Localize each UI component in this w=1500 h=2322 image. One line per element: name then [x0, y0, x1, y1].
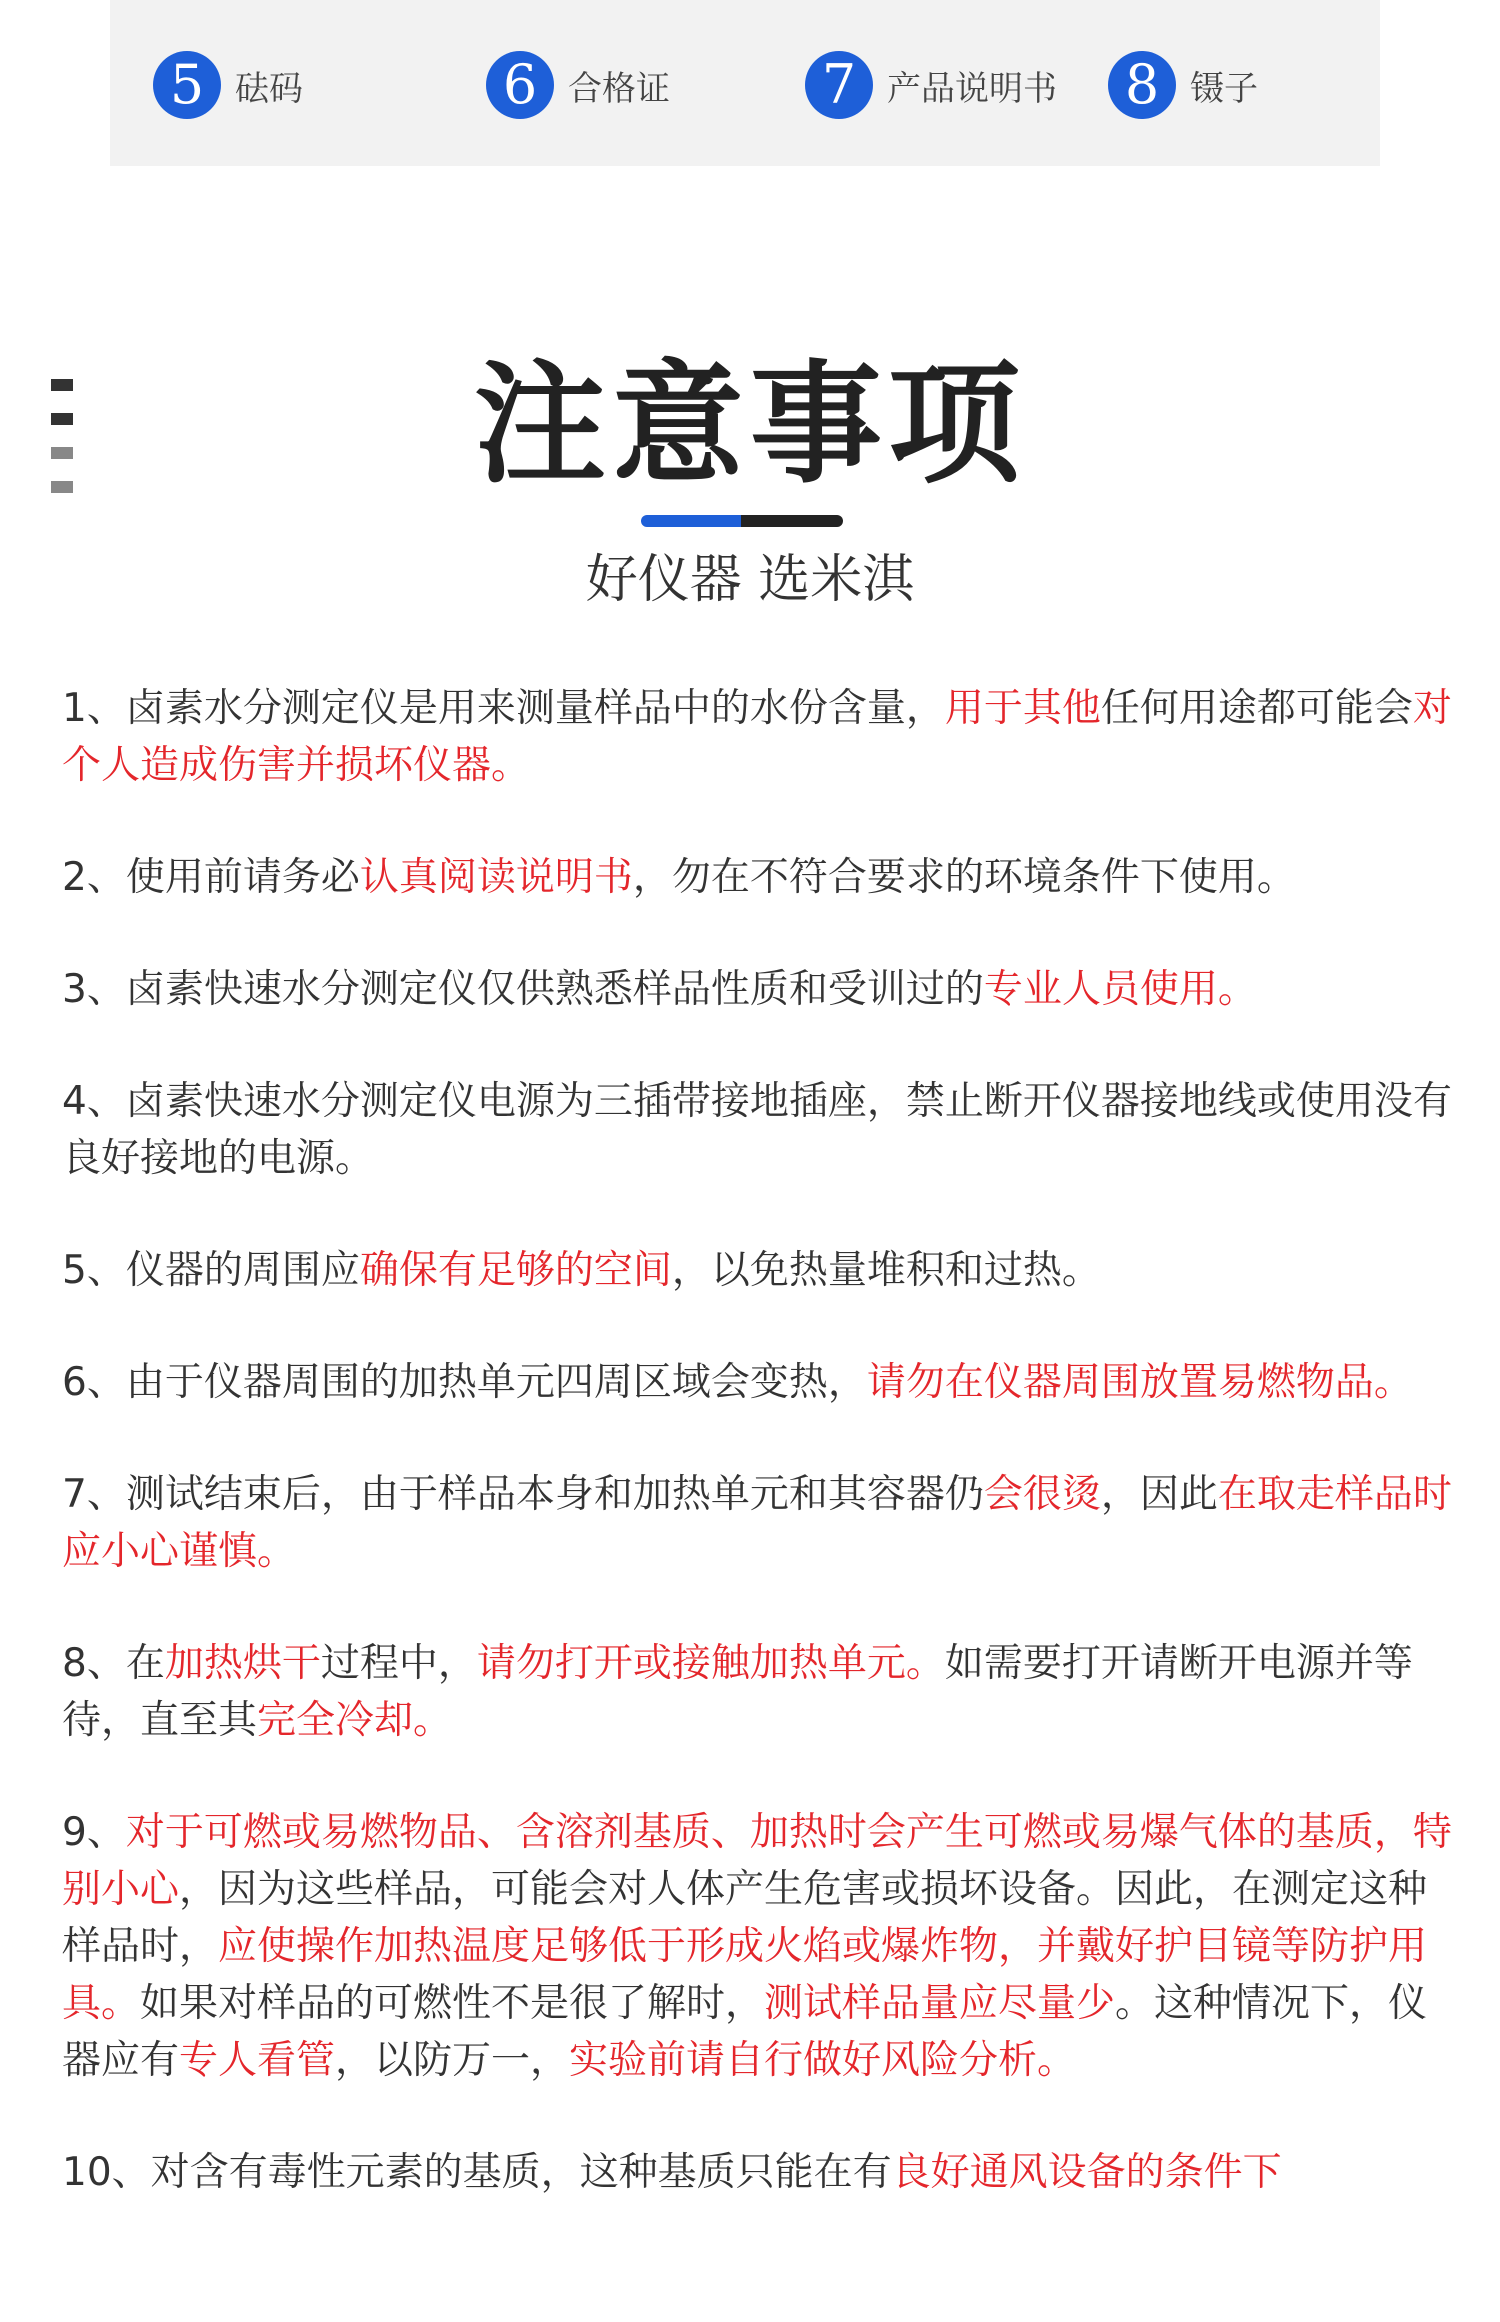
note-text: ，以免热量堆积和过热。 [671, 1248, 1101, 1293]
accessory-item-manual [805, 48, 1057, 122]
note-text: 10、对含有毒性元素的基质，这种基质只能在有 [62, 2150, 892, 2195]
note-highlight-text: 专人看管 [179, 2038, 336, 2083]
note-highlight-text: 在取走样品时应小心谨慎。 [62, 1472, 1452, 1574]
accessory-item-weight [153, 48, 303, 122]
note-highlight-text: 确保有足够的空间 [359, 1248, 672, 1293]
note-text: 6、由于仪器周围的加热单元四周区域会变热， [62, 1360, 867, 1405]
accessory-item-certificate [486, 48, 670, 122]
note-highlight-text: 加热烘干 [164, 1641, 321, 1686]
note-text: 任何用途都可能会 [1100, 686, 1413, 731]
note-item [62, 1073, 1462, 1187]
number-badge: 7 [805, 51, 873, 119]
note-item [62, 1635, 1462, 1749]
note-item [62, 961, 1462, 1018]
number-badge: 6 [486, 51, 554, 119]
note-text: ，因此 [1100, 1472, 1218, 1517]
note-text: ，勿在不符合要求的环境条件下使用。 [632, 855, 1296, 900]
notes-list [62, 680, 1462, 2256]
note-text: 9、 [62, 1810, 126, 1855]
note-highlight-text: 用于其他 [944, 686, 1101, 731]
note-text: 过程中， [320, 1641, 477, 1686]
note-highlight-text: 良好通风设备的条件下 [891, 2150, 1282, 2195]
note-item [62, 680, 1462, 794]
note-item [62, 1242, 1462, 1299]
accessory-label: 产品说明书 [887, 68, 1057, 109]
accessory-label: 合格证 [568, 68, 670, 109]
note-text: 2、使用前请务必 [62, 855, 360, 900]
note-highlight-text: 请勿在仪器周围放置易燃物品。 [866, 1360, 1413, 1405]
note-highlight-text: 对个人造成伤害并损坏仪器。 [62, 686, 1452, 788]
note-highlight-text: 实验前请自行做好风险分析。 [569, 2038, 1077, 2083]
note-text: 3、卤素快速水分测定仪仅供熟悉样品性质和受训过的 [62, 967, 984, 1012]
page-title: 注意事项 [474, 348, 1026, 502]
note-text: 4、卤素快速水分测定仪电源为三插带接地插座，禁止断开仪器接地线或使用没有良好接地的电源。 [62, 1079, 1452, 1181]
note-text: 。这种情况下，仪器应有 [62, 1981, 1428, 2083]
note-highlight-text: 应使操作加热温度足够低于形成火焰或爆炸物，并戴好护目镜等防护用具。 [62, 1924, 1428, 2026]
note-text: 5、仪器的周围应 [62, 1248, 360, 1293]
note-highlight-text: 完全冷却。 [257, 1698, 453, 1743]
title-underline [641, 515, 843, 527]
note-text: 8、在 [62, 1641, 165, 1686]
note-highlight-text: 专业人员使用。 [983, 967, 1257, 1012]
underline-dark-segment [741, 515, 843, 527]
accessory-list [110, 0, 1380, 166]
note-highlight-text: 测试样品量应尽量少 [764, 1981, 1116, 2026]
note-item [62, 2144, 1462, 2201]
note-text: 7、测试结束后，由于样品本身和加热单元和其容器仍 [62, 1472, 984, 1517]
note-text: 如果对样品的可燃性不是很了解时， [140, 1981, 765, 2026]
note-item [62, 849, 1462, 906]
note-text: 如需要打开请断开电源并等待，直至其 [62, 1641, 1413, 1743]
underline-blue-segment [641, 515, 741, 527]
note-text: ，因为这些样品，可能会对人体产生危害或损坏设备。因此，在测定这种样品时， [62, 1867, 1428, 1969]
note-item [62, 1804, 1462, 2089]
note-item [62, 1466, 1462, 1580]
note-text: 1、卤素水分测定仪是用来测量样品中的水份含量， [62, 686, 945, 731]
slogan: 好仪器 选米淇 [585, 550, 915, 610]
number-badge: 8 [1108, 51, 1176, 119]
note-highlight-text: 请勿打开或接触加热单元。 [476, 1641, 945, 1686]
note-item [62, 1354, 1462, 1411]
note-highlight-text: 认真阅读说明书 [359, 855, 633, 900]
accessory-item-tweezers [1108, 48, 1258, 122]
accessory-label: 镊子 [1190, 68, 1258, 109]
number-badge: 5 [153, 51, 221, 119]
note-highlight-text: 对于可燃或易燃物品、含溶剂基质、加热时会产生可燃或易爆气体的基质，特别小心 [62, 1810, 1452, 1912]
accessory-label: 砝码 [235, 68, 303, 109]
note-highlight-text: 会很烫 [983, 1472, 1101, 1517]
note-text: ，以防万一， [335, 2038, 570, 2083]
